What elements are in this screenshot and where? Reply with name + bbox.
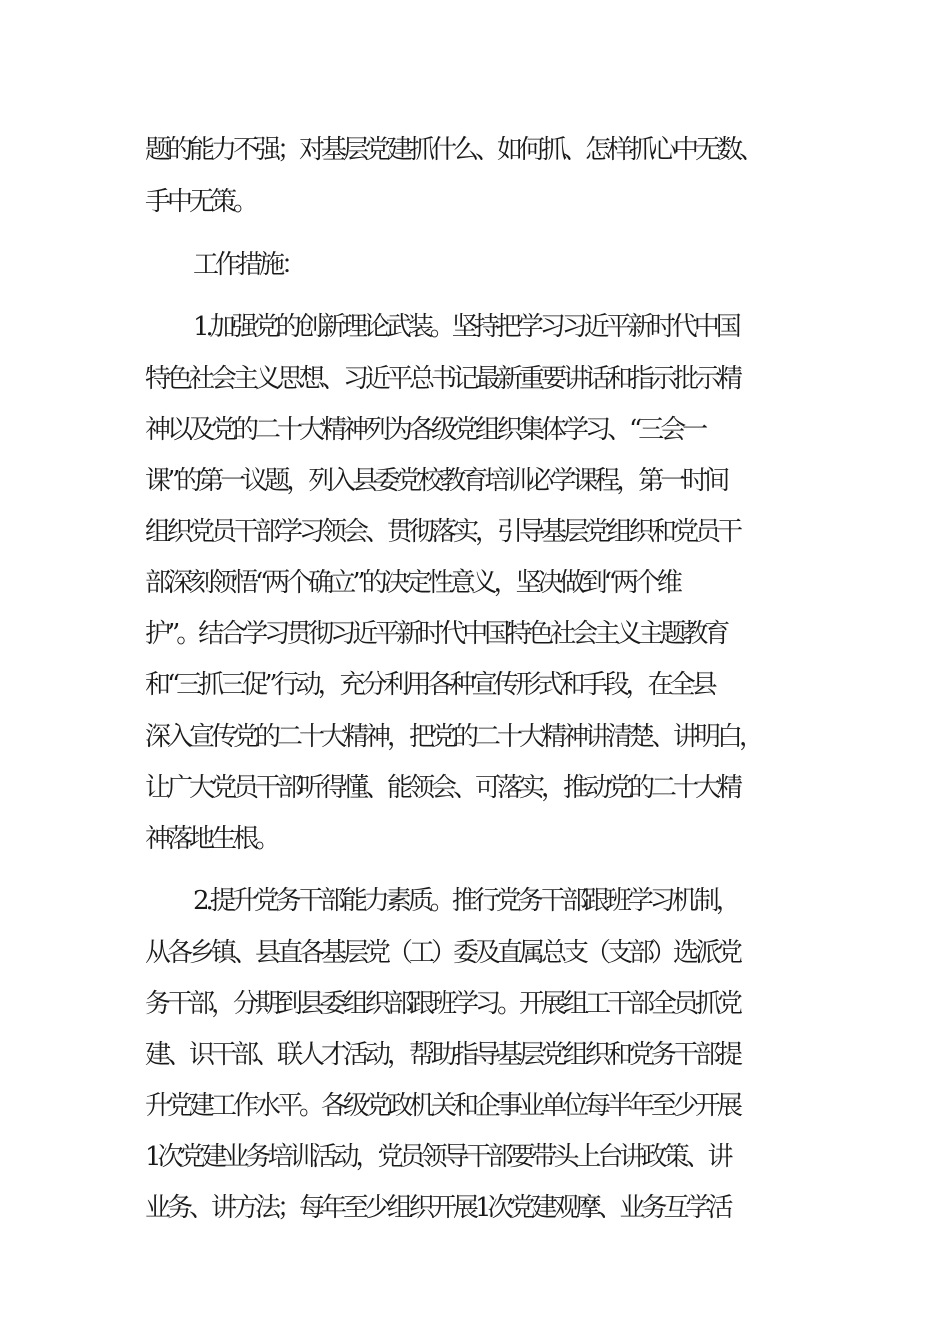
body-text-line: 神以及党的二十大精神列为各级党组织集体学习、“三会一	[145, 415, 705, 445]
body-text-line: 和“三抓三促”行动，充分利用各种宣传形式和手段，在全县	[145, 670, 714, 700]
body-text-line: 部深刻领悟“两个确立”的决定性意义，坚决做到“两个维	[145, 568, 679, 598]
body-text-line: 护”。结合学习贯彻习近平新时代中国特色社会主义主题教育	[145, 619, 727, 649]
body-text-line: 升党建工作水平。各级党政机关和企事业单位每半年至少开展	[145, 1091, 740, 1121]
body-text-line: 特色社会主义思想、习近平总书记最新重要讲话和指示批示精	[145, 364, 740, 394]
body-text-line: 从各乡镇、县直各基层党（工）委及直属总支（支部）选派党	[145, 938, 740, 968]
body-text-line: 建、识干部、联人才活动，帮助指导基层党组织和党务干部提	[145, 1040, 740, 1070]
body-text-line: 务干部，分期到县委组织部跟班学习。开展组工干部全员抓党	[145, 989, 740, 1019]
body-text-line: 题的能力不强；对基层党建抓什么、如何抓、怎样抓心中无数、	[145, 135, 762, 165]
body-text-line: 1.加强党的创新理论武装。坚持把学习习近平新时代中国	[193, 312, 738, 342]
body-text-line: 1次党建业务培训活动，党员领导干部要带头上台讲政策、讲	[145, 1142, 730, 1172]
body-text-line: 深入宣传党的二十大精神，把党的二十大精神讲清楚、讲明白，	[145, 722, 762, 752]
section-heading: 工作措施：	[193, 250, 304, 280]
body-text-line: 课”的第一议题，列入县委党校教育培训必学课程，第一时间	[145, 466, 727, 496]
body-text-line: 组织党员干部学习领会、贯彻落实，引导基层党组织和党员干	[145, 517, 740, 547]
body-text-line: 手中无策。	[145, 187, 256, 217]
body-text-line: 2.提升党务干部能力素质。推行党务干部跟班学习机制，	[193, 886, 738, 916]
body-text-line: 神落地生根。	[145, 824, 278, 854]
body-text-line: 让广大党员干部听得懂、能领会、可落实，推动党的二十大精	[145, 773, 740, 803]
body-text-line: 业务、讲方法；每年至少组织开展1次党建观摩、业务互学活	[145, 1193, 730, 1223]
